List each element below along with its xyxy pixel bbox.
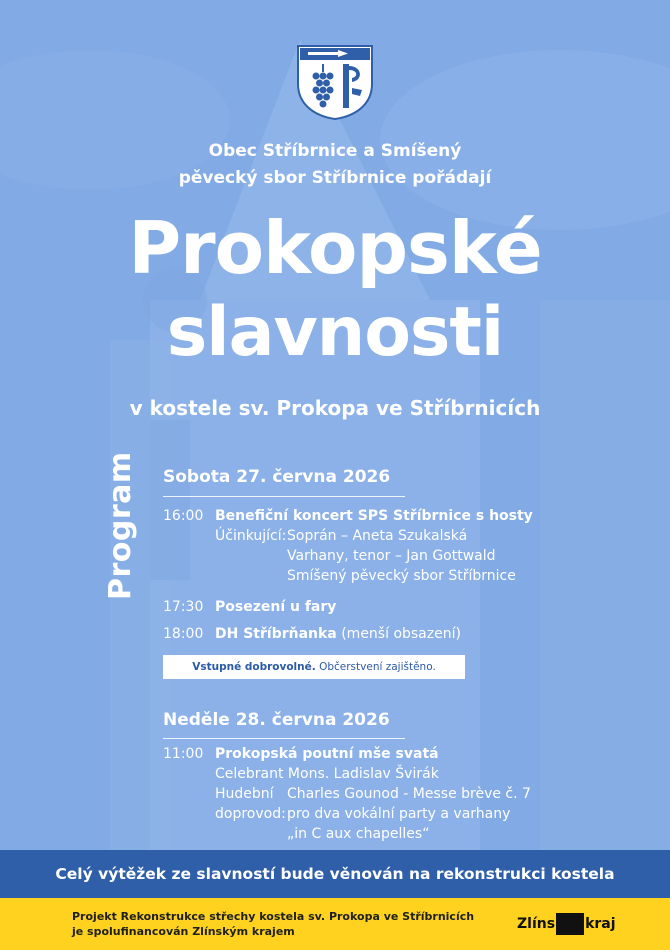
coat-of-arms-icon <box>296 44 374 120</box>
performer: Soprán – Aneta Szukalská <box>287 528 468 544</box>
zlin-logo-text-1: Zlíns <box>517 916 556 932</box>
project-line-1: Projekt Rekonstrukce střechy kostela sv. Prokopa ve Stříbrnicích <box>72 910 475 923</box>
title-line-2: slavnosti <box>166 293 504 372</box>
refreshments: Občerstvení zajištěno. <box>319 661 436 673</box>
music-line: pro dva vokální party a varhany <box>287 806 511 822</box>
performers-list <box>287 526 516 586</box>
event-time: 18:00 <box>163 626 204 642</box>
organizers <box>0 138 670 192</box>
zlin-region-logo <box>517 913 616 935</box>
project-footer <box>0 898 670 950</box>
saturday-divider <box>163 496 405 497</box>
zlin-logo-text-2: kraj <box>585 916 616 932</box>
program-label: Program <box>103 451 138 600</box>
organizers-line-2: pěvecký sbor Stříbrnice pořádají <box>178 168 492 188</box>
project-info <box>72 909 474 939</box>
performer: Varhany, tenor – Jan Gottwald <box>287 548 496 564</box>
entry-info-box <box>163 655 465 679</box>
performer: Smíšený pěvecký sbor Stříbrnice <box>287 568 516 584</box>
music-label: Hudební doprovod: <box>215 786 286 822</box>
event-time: 17:30 <box>163 599 204 615</box>
sunday-heading: Neděle 28. června 2026 <box>163 710 390 730</box>
title-line-1: Prokopské <box>128 206 542 290</box>
event-title: DH Stříbrňanka (menší obsazení) <box>215 626 461 642</box>
event-note: (menší obsazení) <box>341 626 461 642</box>
saturday-heading: Sobota 27. června 2026 <box>163 467 391 487</box>
event-time: 11:00 <box>163 746 204 762</box>
venue: v kostele sv. Prokopa ve Stříbrnicích <box>129 396 541 420</box>
sunday-divider <box>163 738 405 739</box>
music-list <box>287 784 531 844</box>
music-line: Charles Gounod - Messe brève č. 7 <box>287 786 531 802</box>
project-line-2: je spolufinancován Zlínským krajem <box>72 925 295 938</box>
zlin-logo-square-icon <box>556 913 584 935</box>
event-title: Benefiční koncert SPS Stříbrnice s hosty <box>215 508 533 524</box>
music-line: „in C aux chapelles“ <box>287 826 430 842</box>
performers-label: Účinkující: <box>215 528 287 544</box>
event-time: 16:00 <box>163 508 204 524</box>
celebrant: Celebrant Mons. Ladislav Švirák <box>215 766 439 782</box>
entry-fee: Vstupné dobrovolné. <box>192 661 316 673</box>
event-title: Prokopská poutní mše svatá <box>215 746 439 762</box>
proceeds-banner: Celý výtěžek ze slavností bude věnován na rekonstrukci kostela <box>0 850 670 898</box>
event-details <box>215 744 439 784</box>
event-title: Posezení u fary <box>215 599 337 615</box>
organizers-line-1: Obec Stříbrnice a Smíšený <box>208 141 462 161</box>
